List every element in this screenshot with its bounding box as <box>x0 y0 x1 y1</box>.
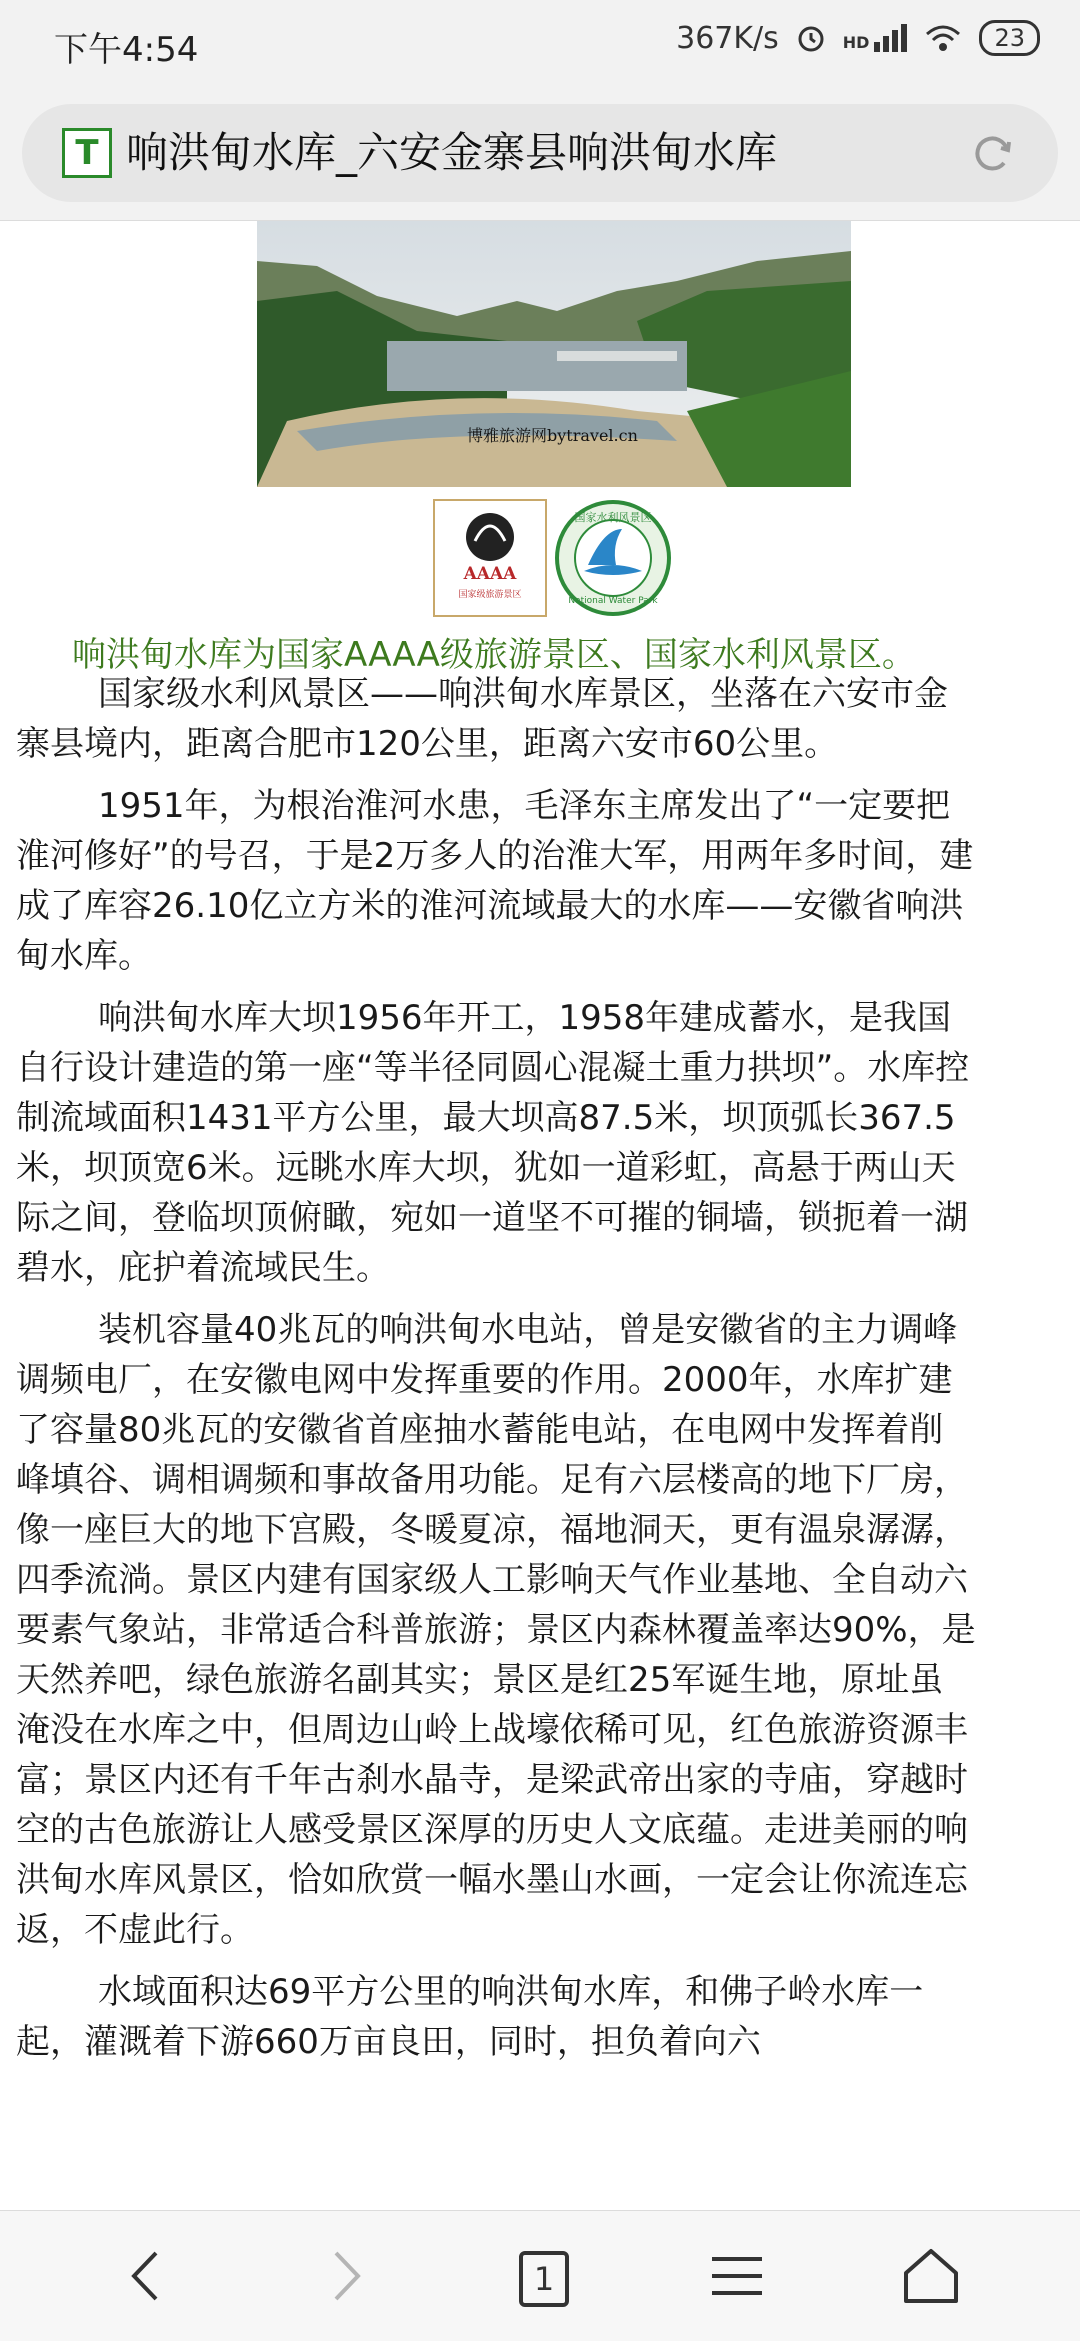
address-bar[interactable] <box>22 104 1058 202</box>
chevron-right-icon[interactable] <box>310 2241 380 2311</box>
browser-toolbar <box>0 92 1080 221</box>
national-water-park-badge <box>554 499 672 617</box>
article-paragraph: 响洪甸水库大坝1956年开工，1958年建成蓄水，是我国自行设计建造的第一座“等半径同圆心混凝土重力拱坝”。水库控制流域面积1431平方公里，最大坝高87.5米，坝顶弧长367.5米，坝顶宽6米。远眺水库大坝，犹如一道彩虹，高悬于两山天际之间，登临坝顶俯瞰，宛如一道坚不可摧的铜墙，锁扼着一湖碧水，庇护着流域民生。 <box>16 998 970 1288</box>
page-title[interactable]: 响洪甸水库_六安金寨县响洪甸水库 <box>126 128 778 177</box>
status-bar <box>0 0 1080 92</box>
svg-text:国家级旅游景区: 国家级旅游景区 <box>458 590 522 600</box>
article-paragraph: 水域面积达69平方公里的响洪甸水库，和佛子岭水库一起，灌溉着下游660万亩良田，同时，担负着向六 <box>16 1972 924 2062</box>
home-icon[interactable] <box>896 2241 966 2311</box>
alarm-icon <box>795 22 827 54</box>
hamburger-menu-icon[interactable] <box>702 2241 772 2311</box>
water-park-emblem-icon <box>554 499 672 617</box>
aaaa-emblem-icon <box>435 501 545 615</box>
signal-icon <box>843 24 908 52</box>
tab-switcher-button[interactable] <box>505 2241 575 2311</box>
photo-caption: 博雅旅游网bytravel.cn <box>467 426 638 445</box>
page-content <box>0 221 1080 2211</box>
aaaa-scenic-badge <box>433 499 547 617</box>
article-paragraph: 装机容量40兆瓦的响洪甸水电站，曾是安徽省的主力调峰调频电厂，在安徽电网中发挥重要的作用。2000年，水库扩建了容量80兆瓦的安徽省首座抽水蓄能电站，在电网中发挥着削峰填谷、调相调频和事故备用功能。足有六层楼高的地下厂房，像一座巨大的地下宫殿，冬暖夏凉，福地洞天，更有温泉潺潺，四季流淌。景区内建有国家级人工影响天气作业基地、全自动六要素气象站，非常适合科普旅游；景区内森林覆盖率达90%，是天然养吧，绿色旅游名副其实；景区是红25军诞生地，原址虽淹没在水库之中，但周边山岭上战壕依稀可见，红色旅游资源丰富；景区内还有千年古刹水晶寺，是梁武帝出家的寺庙，穿越时空的古色旅游让人感受景区深厚的历史人文底蕴。走进美丽的响洪甸水库风景区，恰如欣赏一幅水墨山水画，一定会让你流连忘返，不虚此行。 <box>16 1310 976 1950</box>
svg-text:National Water Park: National Water Park <box>568 596 658 606</box>
hd-label: HD <box>842 33 870 52</box>
site-favicon-icon: T <box>62 128 112 178</box>
article-body <box>16 669 976 2079</box>
chevron-left-icon[interactable] <box>112 2241 182 2311</box>
status-icons <box>676 20 1040 56</box>
status-time: 下午4:54 <box>54 30 199 70</box>
bottom-navigation-bar <box>0 2210 1080 2341</box>
reservoir-photo <box>257 221 851 487</box>
article-paragraph: 1951年，为根治淮河水患，毛泽东主席发出了“一定要把淮河修好”的号召，于是2万多人的治淮大军，用两年多时间，建成了库容26.10亿立方米的淮河流域最大的水库——安徽省响洪甸水库。 <box>16 786 974 976</box>
battery-indicator: 23 <box>979 20 1040 56</box>
network-speed: 367K/s <box>676 20 779 56</box>
svg-text:AAAA: AAAA <box>463 564 517 584</box>
article-headline: 响洪甸水库为国家AAAA级旅游景区、国家水利风景区。 <box>72 635 916 675</box>
reload-icon[interactable] <box>970 130 1016 176</box>
article-paragraph: 国家级水利风景区——响洪甸水库景区，坐落在六安市金寨县境内，距离合肥市120公里，距离六安市60公里。 <box>16 674 948 764</box>
tab-count: 1 <box>519 2251 569 2307</box>
svg-text:国家水利风景区: 国家水利风景区 <box>574 511 652 524</box>
wifi-icon <box>923 22 963 54</box>
